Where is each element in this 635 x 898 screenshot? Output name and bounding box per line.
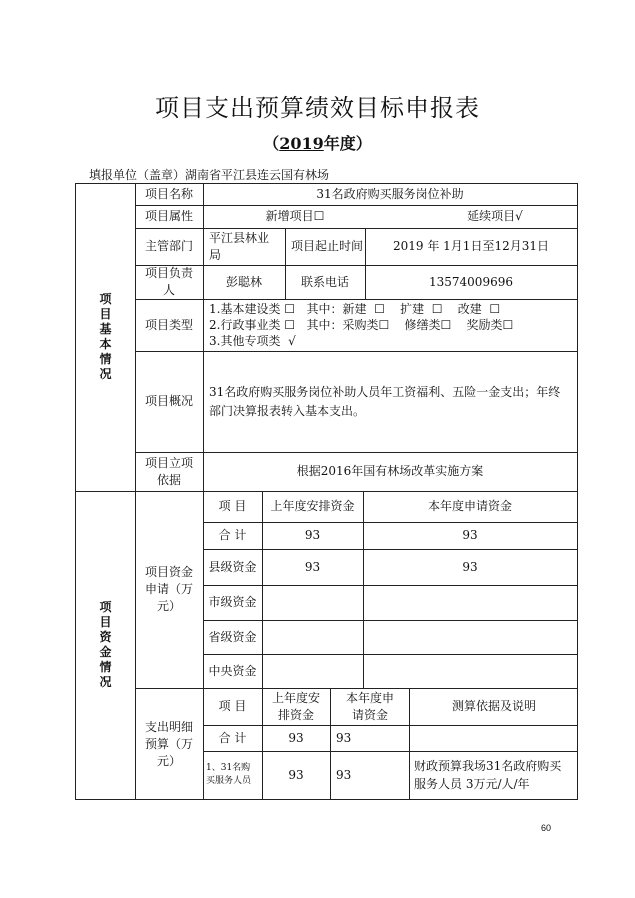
apply-header-this-year: 本年度申请资金	[427, 499, 512, 513]
project-type-options	[203, 299, 577, 351]
apply-row-this: 93	[462, 528, 478, 542]
fund-application-label: 项目资金申请（万元）	[144, 565, 193, 613]
apply-row-item: 市级资金	[208, 595, 257, 609]
project-name-label: 项目名称	[144, 186, 193, 201]
detail-header-item: 项 目	[218, 699, 247, 713]
detail-row-last: 93	[288, 730, 304, 745]
type-option-line: 2.行政事业类 ☐ 其中：采购类☐ 修缮类☐ 奖励类☐	[209, 318, 514, 332]
overview-value: 31名政府购买服务岗位补助人员年工资福利、五险一金支出；年终部门决算报表转入基本支出。	[209, 384, 561, 418]
period-value: 2019 年 1月1日至12月31日	[393, 239, 549, 253]
phone-label: 联系电话	[300, 274, 349, 289]
page-number: 60	[541, 823, 552, 833]
type-option-line: 3.其他专项类 √	[209, 334, 296, 348]
form-title: 项目支出预算绩效目标申报表	[155, 94, 480, 122]
form-year: （2019年度）	[263, 134, 372, 153]
type-option-line: 1.基本建设类 ☐ 其中：新建 ☐ 扩建 ☐ 改建 ☐	[209, 302, 501, 316]
project-type-label: 项目类型	[144, 317, 193, 332]
apply-header-item: 项 目	[218, 499, 247, 513]
detail-row-this: 93	[336, 730, 352, 745]
department-label: 主管部门	[144, 239, 193, 253]
detail-row-item: 1、31名购买服务人员	[206, 763, 252, 786]
detail-header-this-year: 本年度申请资金	[345, 690, 394, 722]
apply-row-last: 93	[304, 559, 321, 574]
detail-row-item: 合 计	[218, 730, 247, 745]
apply-row-this: 93	[462, 559, 478, 574]
detail-row-last: 93	[288, 767, 304, 782]
detail-header-basis: 测算依据及说明	[451, 699, 536, 713]
expenditure-detail-label: 支出明细预算（万元）	[144, 719, 193, 768]
department-value: 平江县林业局	[209, 230, 270, 262]
basic-section-label: 项目基本情况	[99, 292, 112, 381]
attribute-continuing-option: 延续项目√	[467, 209, 523, 223]
apply-row-item: 合 计	[218, 528, 247, 542]
project-name-value: 31名政府购买服务岗位补助	[316, 186, 464, 201]
apply-row-last: 93	[304, 528, 321, 542]
apply-header-last-year: 上年度安排资金	[270, 499, 355, 513]
owner-label: 项目负责人	[144, 266, 193, 297]
funds-section-label: 项目资金情况	[99, 600, 112, 689]
overview-label: 项目概况	[144, 394, 193, 408]
basis-label: 项目立项依据	[144, 455, 193, 487]
reporting-unit: 填报单位（盖章）湖南省平江县连云国有林场	[89, 168, 330, 182]
attribute-new-option: 新增项目☐	[265, 209, 325, 223]
phone-value: 13574009696	[429, 274, 513, 289]
apply-row-item: 中央资金	[208, 663, 257, 678]
basis-value: 根据2016年国有林场改革实施方案	[296, 464, 484, 478]
detail-header-last-year: 上年度安排资金	[271, 690, 320, 722]
owner-value: 彭聪林	[225, 274, 262, 289]
project-attribute-label: 项目属性	[144, 209, 193, 223]
detail-row-note: 财政预算我场31名政府购买服务人员 3万元/人/年	[414, 759, 562, 791]
apply-row-item: 县级资金	[208, 559, 257, 574]
detail-row-this: 93	[336, 767, 352, 782]
period-label: 项目起止时间	[291, 239, 364, 253]
apply-row-item: 省级资金	[208, 629, 257, 644]
